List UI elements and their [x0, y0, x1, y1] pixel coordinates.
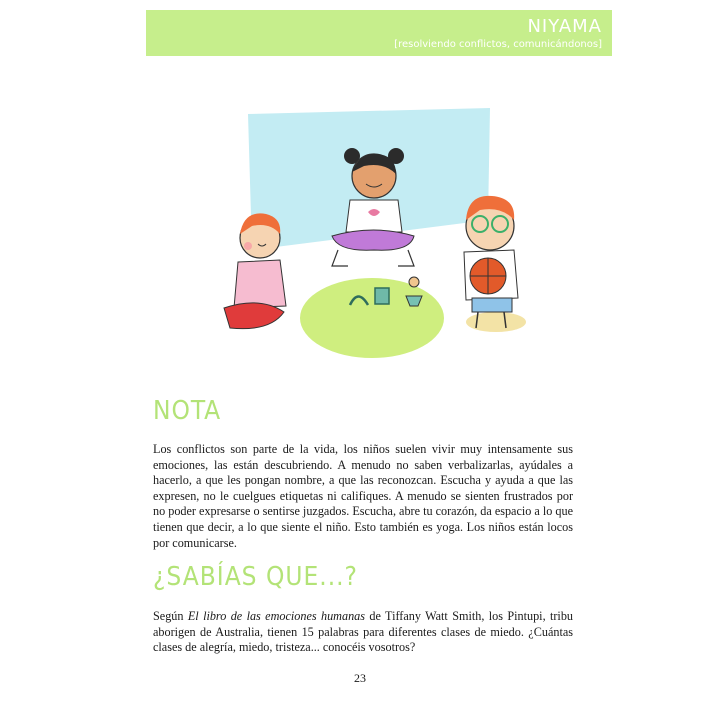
- sabias-heading: ¿SABÍAS QUE...?: [153, 562, 358, 592]
- children-illustration: [200, 100, 540, 370]
- ground-patch: [466, 312, 526, 332]
- right-child: [464, 196, 518, 328]
- sabias-text-suffix: de Tiffany Watt Smith, los Pintupi, tribu aborigen de Australia, tienen 15 palabras para diferentes clases de miedo. ¿Cuántas clases de alegría, miedo, tristeza... conocéis vosotros?: [153, 609, 574, 655]
- chapter-title: NIYAMA: [527, 16, 602, 37]
- nota-paragraph: Los conflictos son parte de la vida, los niños suelen vivir muy intensamente sus emociones, las están descubriendo. A menudo no saben verbalizarlas, ayúdales a hacerlo, a que les pongan nombre, a que las reconozcan. Escucha y ayuda a que las expresen, no le cuelgues etiquetas ni califiques. A menudo se sienten frustrados por no poder expresarse o sentirse juzgados. Escucha, abre tu corazón, da espacio a lo que tienen que decir, a lo que siente el niño. Esto también es yoga. Los niños están locos por comunicarse.: [153, 442, 573, 550]
- green-mat: [300, 278, 444, 358]
- chapter-subtitle: [resolviendo conflictos, comunicándonos]: [394, 39, 602, 50]
- toy-block: [375, 288, 389, 304]
- page-number: 23: [354, 671, 366, 685]
- nota-heading: NOTA: [153, 396, 222, 426]
- book-title: El libro de las emociones humanas: [187, 609, 366, 623]
- left-child: [224, 213, 286, 328]
- sabias-paragraph: [153, 609, 573, 656]
- sabias-text-prefix: Según: [153, 609, 188, 623]
- header-band: [146, 10, 612, 56]
